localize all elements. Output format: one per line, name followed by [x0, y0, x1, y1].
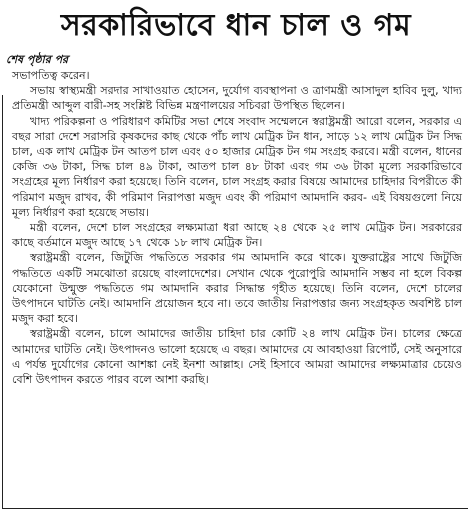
article-paragraph: খাদ্য পরিকল্পনা ও পরিধারণ কমিটির সভা শেষে সংবাদ সম্মেলনে স্বরাষ্ট্রমন্ত্রী আরো বলেন, সরকার এ বছর সারা দেশে সরাসরি কৃষকদের কাছ থেকে পাঁচ লাখ মেট্রিক টন ধান, সাড়ে ১২ লাখ মেট্রিক টন সিদ্ধ চাল, এক লাখ মেট্রিক টন আতপ চাল এবং ৫০ হাজার মেট্রিক টন গম সংগ্রহ করবে। মন্ত্রী বলেন, ধানের কেজি ৩৬ টাকা, সিদ্ধ চাল ৪৯ টাকা, আতপ চাল ৪৮ টাকা এবং গম ৩৬ টাকা মূল্যে সরকারিভাবে সংগ্রহের মূল্য নির্ধারণ করা হয়েছে। তিনি বলেন, চাল সংগ্রহ করার বিষয়ে আমাদের চাহিদার বিপরীতে কী পরিমাণ মজুদ রাখব, কী পরিমাণ নিরাপত্তা মজুদ এবং কী পরিমাণ আমদানি করব- এই বিষয়গুলো নিয়ে মূল্য নির্ধারণ করা হয়েছে সভায়।: [12, 114, 462, 219]
continued-from-label: শেষ পৃষ্ঠার পর: [6, 53, 69, 66]
column-frame: [2, 95, 468, 509]
article-paragraph: স্বরাষ্ট্রমন্ত্রী বলেন, জিটুজি পদ্ধতিতে সরকার গম আমদানি করে থাকে। যুক্তরাষ্ট্রের সাথে জিটুজি পদ্ধতিতে একটি সমঝোতা রয়েছে বাংলাদেশের। সেখান থেকে পুরোপুরি আমদানি সম্ভব না হলে বিকল্প যেকোনো উন্মুক্ত পদ্ধতিতে গম আমদানি করার সিদ্ধান্ত গৃহীত হয়েছে। তিনি বলেন, দেশে চালের উৎপাদনে ঘাটতি নেই। আমদানি প্রয়োজন হবে না। তবে জাতীয় নিরাপত্তার জন্য সংগ্রহকৃত অবশিষ্ট চাল মজুদ করা হবে।: [12, 251, 462, 326]
article-paragraph: সভায় স্বাস্থ্যমন্ত্রী সরদার সাখাওয়াত হোসেন, দুর্যোগ ব্যবস্থাপনা ও ত্রাণমন্ত্রী আসাদুল হাবিব দুলু, খাদ্য প্রতিমন্ত্রী আব্দুল বারী-সহ সংশ্লিষ্ট বিভিন্ন মন্ত্রণালয়ের সচিবরা উপস্থিত ছিলেন।: [12, 84, 462, 113]
article-paragraph: সভাপতিত্ব করেন।: [12, 69, 90, 82]
article-paragraph: মন্ত্রী বলেন, দেশে চাল সংগ্রহের লক্ষ্যমাত্রা ধরা আছে ২৪ থেকে ২৫ লাখ মেট্রিক টন। সরকারের কাছে বর্তমানে মজুদ আছে ১৭ থেকে ১৮ লাখ মেট্রিক টন।: [12, 221, 462, 250]
headline: সরকারিভাবে ধান চাল ও গম: [60, 8, 412, 43]
article-paragraph: স্বরাষ্ট্রমন্ত্রী বলেন, চালে আমাদের জাতীয় চাহিদা চার কোটি ২৪ লাখ মেট্রিক টন। চালের ক্ষেত্রে আমাদের ঘাটতি নেই। উৎপাদনও ভালো হয়েছে এ বছর। আমাদের যে আবহাওয়া রিপোর্ট, সেই অনুসারে এ পর্যন্ত দুর্যোগের কোনো আশঙ্কা নেই ইনশা আল্লাহ। সেই হিসাবে আমরা আমাদের লক্ষ্যমাত্রার চেয়েও বেশি উৎপাদন করতে পারব বলে আশা করছি।: [12, 327, 462, 387]
news-clipping: [0, 9, 472, 515]
